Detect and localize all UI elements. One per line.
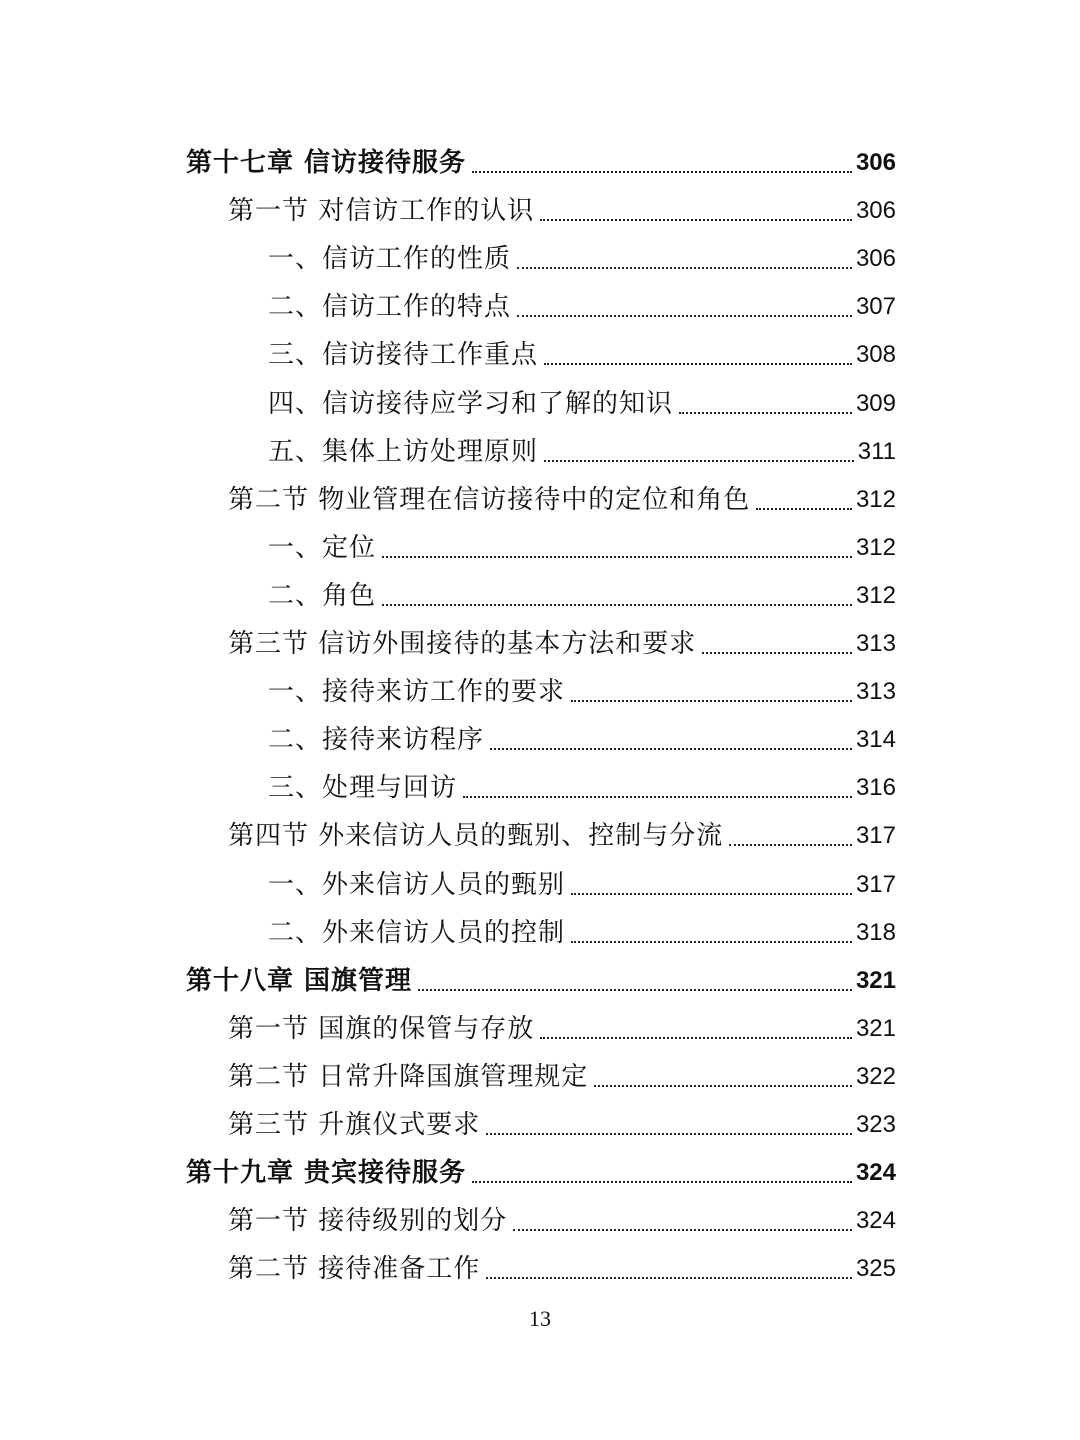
dot-leader xyxy=(571,893,852,895)
toc-chapter-entry[interactable] xyxy=(186,1142,896,1190)
toc-entry-page-number: 321 xyxy=(855,967,896,994)
toc-entry-title: 二、角色 xyxy=(268,581,377,611)
toc-entry-title: 第一节 对信访工作的认识 xyxy=(228,196,535,226)
toc-entry-page-number: 317 xyxy=(855,871,896,898)
toc-entry-title: 三、信访接待工作重点 xyxy=(268,340,539,370)
toc-section-entry[interactable] xyxy=(228,1190,896,1238)
toc-entry-page-number: 306 xyxy=(855,149,896,176)
toc-chapter-entry[interactable] xyxy=(186,132,896,180)
toc-section-entry[interactable] xyxy=(228,469,896,517)
toc-section-entry[interactable] xyxy=(228,998,896,1046)
toc-entry-title: 第三节 升旗仪式要求 xyxy=(228,1110,481,1140)
toc-entry-title: 二、外来信访人员的控制 xyxy=(268,918,566,948)
toc-entry-title: 四、信访接待应学习和了解的知识 xyxy=(268,389,674,419)
toc-entry-page-number: 314 xyxy=(855,726,896,753)
toc-entry-title: 第十七章 信访接待服务 xyxy=(186,148,467,178)
toc-entry-title: 二、接待来访程序 xyxy=(268,725,485,755)
toc-entry-title: 二、信访工作的特点 xyxy=(268,292,512,322)
toc-entry-title: 第四节 外来信访人员的甄别、控制与分流 xyxy=(228,821,724,851)
dot-leader xyxy=(472,171,852,173)
toc-item-entry[interactable] xyxy=(268,373,896,421)
dot-leader xyxy=(486,1277,852,1279)
toc-entry-title: 五、集体上访处理原则 xyxy=(268,437,539,467)
toc-item-entry[interactable] xyxy=(268,709,896,757)
toc-entry-page-number: 323 xyxy=(855,1111,896,1138)
dot-leader xyxy=(517,267,852,269)
toc-entry-page-number: 308 xyxy=(855,341,896,368)
dot-leader xyxy=(418,989,852,991)
dot-leader xyxy=(382,556,852,558)
toc-entry-page-number: 316 xyxy=(855,774,896,801)
toc-entry-title: 第二节 日常升降国旗管理规定 xyxy=(228,1062,589,1092)
toc-item-entry[interactable] xyxy=(268,421,896,469)
toc-entry-page-number: 312 xyxy=(855,582,896,609)
toc-item-entry[interactable] xyxy=(268,565,896,613)
toc-entry-title: 第二节 物业管理在信访接待中的定位和角色 xyxy=(228,485,751,515)
dot-leader xyxy=(486,1133,852,1135)
dot-leader xyxy=(729,844,852,846)
dot-leader xyxy=(540,1037,852,1039)
toc-entry-title: 一、接待来访工作的要求 xyxy=(268,677,566,707)
toc-section-entry[interactable] xyxy=(228,613,896,661)
dot-leader xyxy=(571,941,852,943)
toc-entry-title: 三、处理与回访 xyxy=(268,773,458,803)
dot-leader xyxy=(594,1085,852,1087)
dot-leader xyxy=(756,508,852,510)
toc-entry-page-number: 306 xyxy=(855,245,896,272)
toc-section-entry[interactable] xyxy=(228,1046,896,1094)
toc-chapter-entry[interactable] xyxy=(186,950,896,998)
toc-section-entry[interactable] xyxy=(228,1094,896,1142)
toc-entry-title: 一、信访工作的性质 xyxy=(268,244,512,274)
toc-item-entry[interactable] xyxy=(268,902,896,950)
dot-leader xyxy=(517,315,852,317)
toc-item-entry[interactable] xyxy=(268,854,896,902)
toc-entry-title: 一、定位 xyxy=(268,533,377,563)
toc-entry-page-number: 324 xyxy=(855,1207,896,1234)
toc-entry-page-number: 322 xyxy=(855,1063,896,1090)
toc-entry-page-number: 312 xyxy=(855,534,896,561)
toc-entry-title: 第一节 国旗的保管与存放 xyxy=(228,1014,535,1044)
dot-leader xyxy=(513,1229,852,1231)
dot-leader xyxy=(463,796,852,798)
toc-section-entry[interactable] xyxy=(228,180,896,228)
toc-entry-title: 第十八章 国旗管理 xyxy=(186,966,413,996)
toc-item-entry[interactable] xyxy=(268,757,896,805)
toc-entry-title: 一、外来信访人员的甄别 xyxy=(268,870,566,900)
dot-leader xyxy=(679,412,852,414)
dot-leader xyxy=(571,700,852,702)
toc-entry-page-number: 313 xyxy=(855,630,896,657)
toc-entry-page-number: 307 xyxy=(855,293,896,320)
toc-section-entry[interactable] xyxy=(228,805,896,853)
toc-entry-page-number: 324 xyxy=(855,1159,896,1186)
dot-leader xyxy=(544,460,854,462)
toc-entry-title: 第十九章 贵宾接待服务 xyxy=(186,1158,467,1188)
dot-leader xyxy=(544,363,852,365)
dot-leader xyxy=(490,748,852,750)
toc-entry-page-number: 321 xyxy=(855,1015,896,1042)
toc-item-entry[interactable] xyxy=(268,276,896,324)
dot-leader xyxy=(540,219,852,221)
toc-entry-title: 第一节 接待级别的划分 xyxy=(228,1206,508,1236)
toc-entry-page-number: 317 xyxy=(855,822,896,849)
toc-entry-page-number: 313 xyxy=(855,678,896,705)
toc-item-entry[interactable] xyxy=(268,661,896,709)
page-number: 13 xyxy=(529,1306,551,1331)
toc-entry-page-number: 309 xyxy=(855,390,896,417)
dot-leader xyxy=(472,1181,852,1183)
toc-entry-title: 第二节 接待准备工作 xyxy=(228,1254,481,1284)
toc-entry-page-number: 325 xyxy=(855,1255,896,1282)
toc-section-entry[interactable] xyxy=(228,1238,896,1286)
toc-entry-page-number: 318 xyxy=(855,919,896,946)
toc-item-entry[interactable] xyxy=(268,324,896,372)
toc-entry-page-number: 306 xyxy=(855,197,896,224)
dot-leader xyxy=(702,652,852,654)
toc-entry-page-number: 312 xyxy=(855,486,896,513)
toc-entry-title: 第三节 信访外围接待的基本方法和要求 xyxy=(228,629,697,659)
dot-leader xyxy=(382,604,852,606)
toc-entry-page-number: 311 xyxy=(857,438,896,465)
toc-item-entry[interactable] xyxy=(268,228,896,276)
toc-item-entry[interactable] xyxy=(268,517,896,565)
